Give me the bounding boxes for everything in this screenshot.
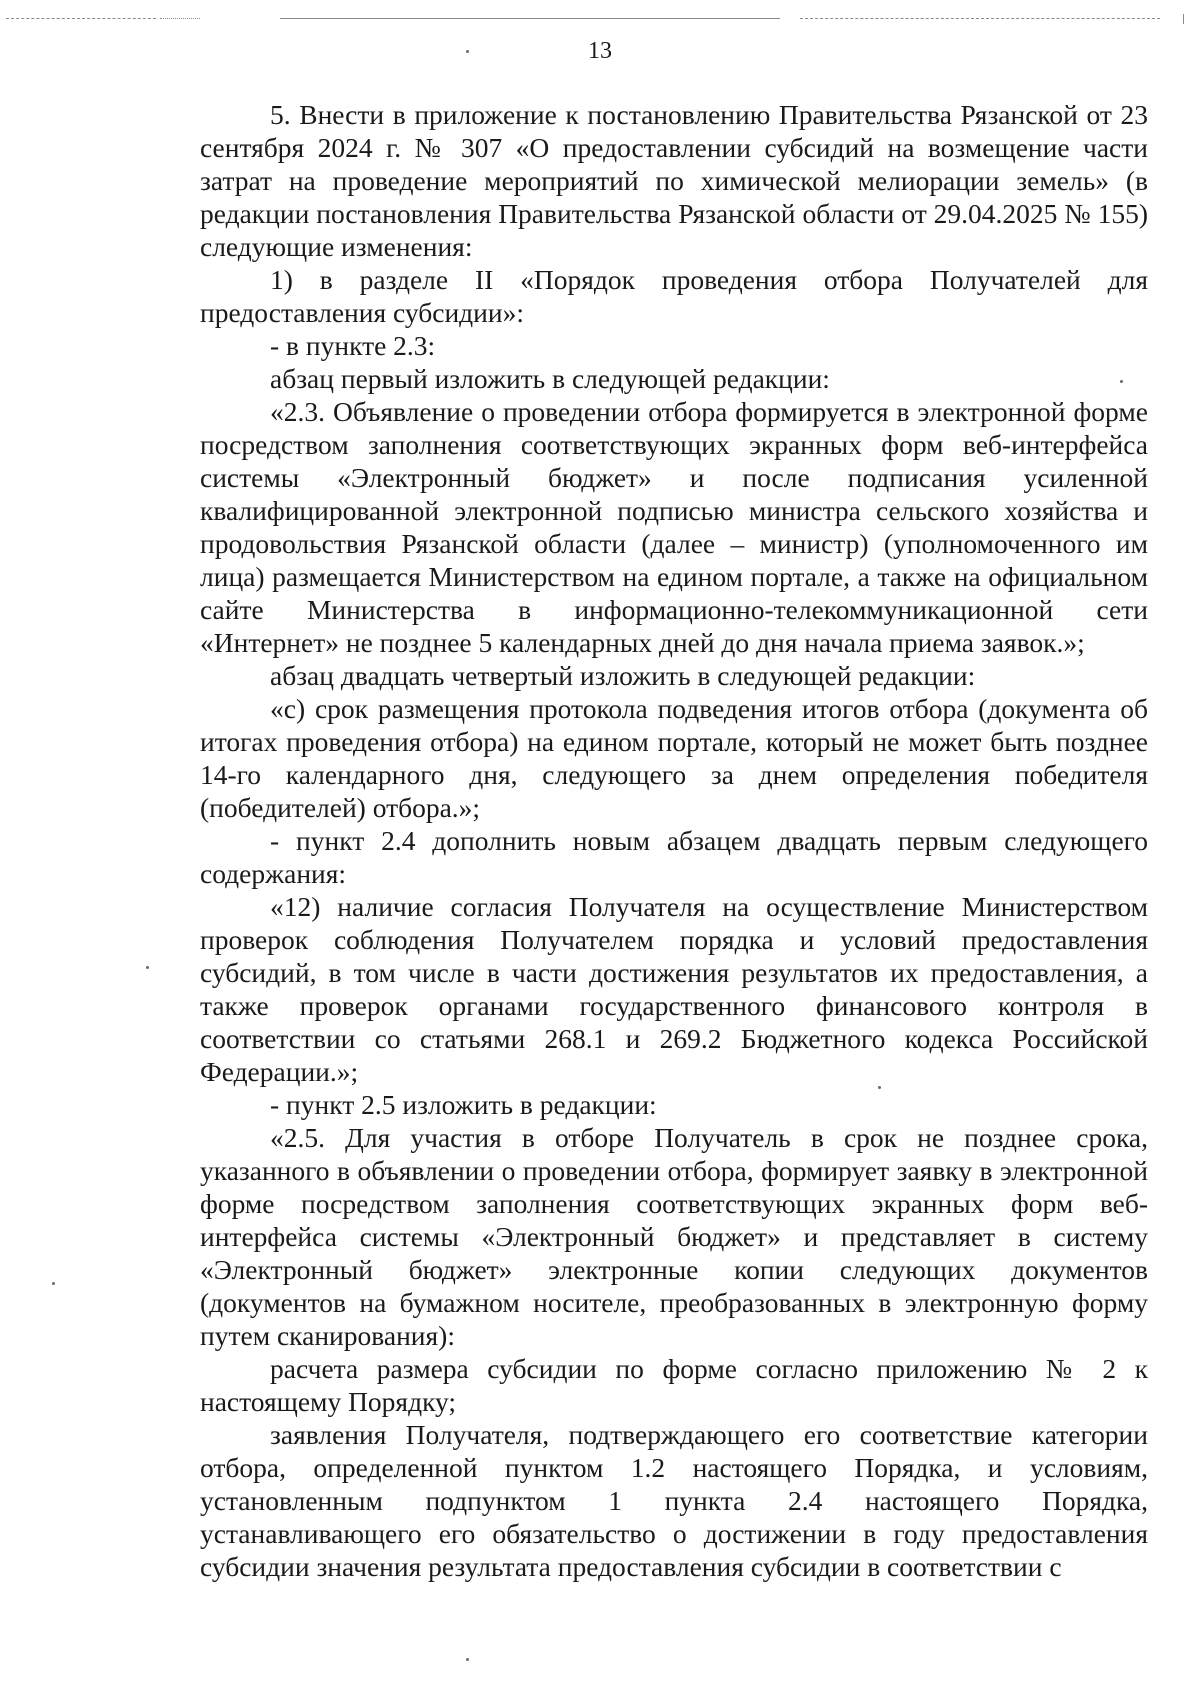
paragraph-twenty-fourth-abzac-instruction: абзац двадцать четвертый изложить в следующей редакции: [270, 660, 976, 691]
paragraph-2-3-text: «2.3. Объявление о проведении отбора формируется в электронной форме посредством заполнения соответствующих экранных форм веб-интерфейса системы «Электронный бюджет» и после подписания усиленной квалифицированной электронной подписью министра сельского хозяйства и продовольствия Рязанской области (далее – министр) (уполномоченного им лица) размещается Министерством на едином портале, а также на официальном сайте Министерства в информационно-телекоммуникационной сети «Интернет» не позднее 5 календарных дней до дня начала приема заявок.»; [200, 396, 1148, 658]
paragraph-item-c: «с) срок размещения протокола подведения итогов отбора (документа об итогах проведения отбора) на едином портале, который не может быть позднее 14-го календарного дня, следующего за днем определения победителя (победителей) отбора.»; [200, 693, 1148, 823]
scan-border-line [280, 18, 780, 19]
paragraph-2-5-text: «2.5. Для участия в отборе Получатель в срок не позднее срока, указанного в объявлении о проведении отбора, формирует заявку в электронной форме посредством заполнения соответствующих экранных форм веб-интерфейса системы «Электронный бюджет» и представляет в систему «Электронный бюджет» электронные копии следующих документов (документов на бумажном носителе, преобразованных в электронную форму путем сканирования): [200, 1122, 1148, 1351]
scan-border-line [160, 18, 200, 19]
scan-border-line [6, 18, 156, 19]
scan-border-tick [1183, 14, 1184, 24]
paragraph-point-2-4: - пункт 2.4 дополнить новым абзацем двадцать первым следующего содержания: [200, 825, 1148, 889]
scan-speck [146, 966, 149, 969]
paragraph-amendment-intro: 5. Внести в приложение к постановлению Правительства Рязанской от 23 сентября 2024 г. № 307 «О предоставлении субсидий на возмещение части затрат на проведение мероприятий по химической мелиорации земель» (в редакции постановления Правительства Рязанской области от 29.04.2025 № 155) следующие изменения: [200, 99, 1148, 262]
scan-speck [878, 1086, 881, 1089]
paragraph-item-12: «12) наличие согласия Получателя на осуществление Министерством проверок соблюдения Получателем порядка и условий предоставления субсидий, в том числе в части достижения результатов их предоставления, а также проверок органами государственного финансового контроля в соответствии со статьями 268.1 и 269.2 Бюджетного кодекса Российской Федерации.»; [200, 891, 1148, 1087]
paragraph-recipient-statement: заявления Получателя, подтверждающего его соответствие категории отбора, определенной пунктом 1.2 настоящего Порядка, и условиям, установленным подпунктом 1 пункта 2.4 настоящего Порядка, устанавливающего его обязательство о достижении в году предоставления субсидии значения результата предоставления субсидии в соответствии с [200, 1419, 1148, 1582]
paragraph-subsidy-calculation: расчета размера субсидии по форме согласно приложению № 2 к настоящему Порядку; [200, 1353, 1148, 1417]
scan-speck [466, 1658, 469, 1661]
document-body [200, 98, 1148, 1583]
paragraph-point-2-5: - пункт 2.5 изложить в редакции: [270, 1089, 657, 1120]
paragraph-first-abzac-instruction: абзац первый изложить в следующей редакции: [270, 363, 830, 394]
paragraph-section-ii: 1) в разделе II «Порядок проведения отбора Получателей для предоставления субсидии»: [200, 264, 1148, 328]
scan-speck [1120, 380, 1123, 383]
paragraph-point-2-3: - в пункте 2.3: [270, 330, 436, 361]
page-number: 13 [588, 38, 612, 64]
scan-speck [466, 50, 469, 53]
scan-border-line [800, 18, 1160, 19]
scan-speck [52, 1282, 55, 1285]
